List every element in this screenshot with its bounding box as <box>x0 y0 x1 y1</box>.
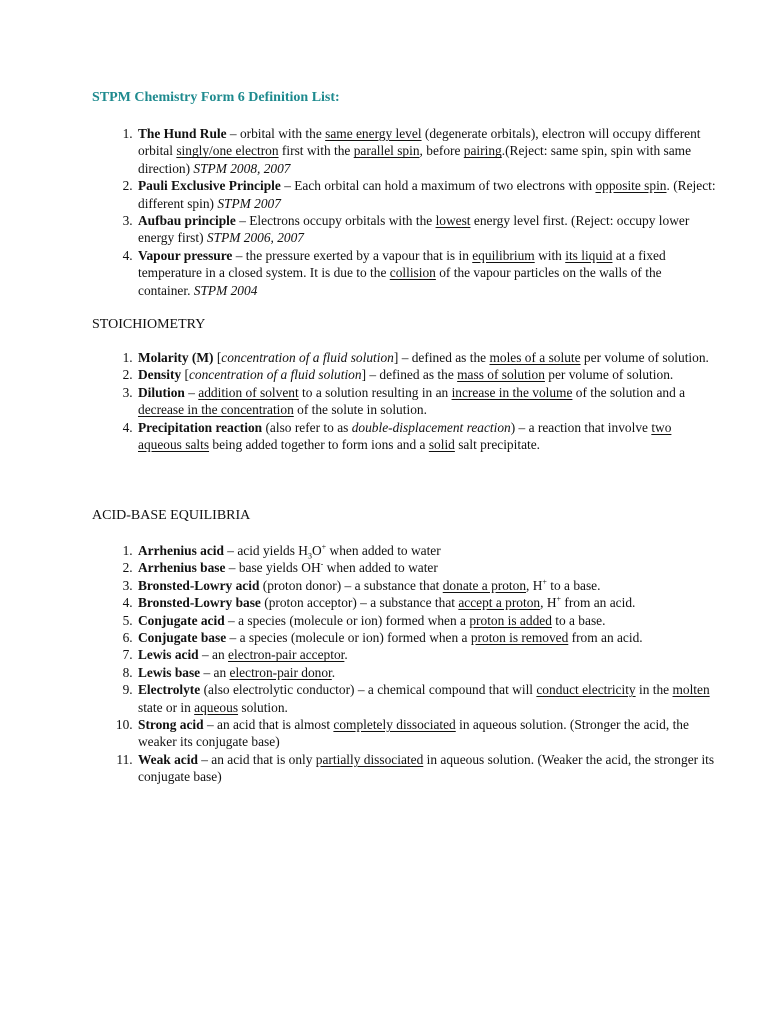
key-phrase: molten <box>672 682 710 698</box>
term: Dilution <box>138 384 185 400</box>
text: – Electrons occupy orbitals with the <box>235 213 436 229</box>
key-phrase: proton is removed <box>470 630 569 646</box>
general-definitions-list <box>106 125 716 299</box>
text: – acid yields H <box>223 543 308 558</box>
term: Electrolyte <box>138 682 201 698</box>
list-item <box>136 384 716 419</box>
term: Bronsted-Lowry acid <box>138 577 260 593</box>
text: – Each orbital can hold a maximum of two electrons with <box>280 178 596 194</box>
text: – <box>184 384 199 400</box>
term: Molarity (M) <box>138 350 214 365</box>
text: . (Reject: different spin) <box>138 178 716 211</box>
subscript: 3 <box>307 551 312 561</box>
key-phrase: two aqueous salts <box>138 419 672 453</box>
text: ] – defined as the <box>361 367 458 383</box>
list-item <box>136 751 716 786</box>
text: to a base. <box>551 612 606 628</box>
text: of the solute in solution. <box>293 402 427 418</box>
term: The Hund Rule <box>138 126 227 141</box>
text: (also electrolytic conductor) – a chemical compound that will <box>200 682 537 698</box>
text: at a fixed temperature in a closed system. It is due to the <box>138 247 666 281</box>
list-item <box>136 419 716 454</box>
key-phrase: completely dissociated <box>333 717 456 733</box>
text: of the solution and a <box>572 384 686 400</box>
text: O <box>311 543 322 558</box>
list-item <box>136 577 716 594</box>
text: first with the <box>278 143 354 159</box>
italic-text: double-displacement reaction <box>351 419 511 435</box>
key-phrase: mass of solution <box>457 367 545 383</box>
text: , H <box>526 577 543 593</box>
text: , H <box>540 595 557 611</box>
text: of the vapour particles on the walls of the container. <box>138 265 662 298</box>
text: – a species (molecule or ion) formed when a <box>224 612 470 628</box>
key-phrase: conduct electricity <box>536 682 636 698</box>
term: Pauli Exclusive Principle <box>138 178 281 194</box>
text: being added together to form ions and a <box>209 437 429 453</box>
text: (degenerate orbitals), electron will occupy different orbital <box>138 126 701 159</box>
term: Precipitation reaction <box>138 419 263 435</box>
text: in the <box>635 682 673 698</box>
superscript: - <box>320 559 324 569</box>
key-phrase: singly/one electron <box>176 143 279 159</box>
text: – base yields OH <box>225 560 321 576</box>
term: Density <box>138 367 182 383</box>
key-phrase: partially dissociated <box>315 751 424 767</box>
text: from an acid. <box>568 630 643 646</box>
exam-reference: STPM 2006, 2007 <box>206 230 305 246</box>
text: per volume of solution. <box>544 367 674 383</box>
exam-reference: STPM 2008, 2007 <box>193 160 291 176</box>
section-heading-acid-base: ACID-BASE EQUILIBRIA <box>92 508 251 523</box>
text: – the pressure exerted by a vapour that is in <box>232 247 473 263</box>
text: – an acid that is almost <box>203 717 334 733</box>
key-phrase: solid <box>428 437 455 453</box>
key-phrase: electron-pair donor <box>229 664 332 680</box>
exam-reference: STPM 2004 <box>193 282 258 298</box>
list-item <box>136 681 716 716</box>
text: in aqueous solution. (Weaker the acid, the stronger its conjugate base) <box>138 751 715 785</box>
list-item <box>136 646 716 663</box>
list-item <box>136 559 716 576</box>
superscript: + <box>542 577 547 587</box>
text: with <box>534 247 566 263</box>
key-phrase: equilibrium <box>472 247 535 263</box>
text: state or in <box>138 699 195 715</box>
key-phrase: collision <box>389 265 436 281</box>
text: to a solution resulting in an <box>298 384 452 400</box>
section-heading-stoichiometry: STOICHIOMETRY <box>92 317 206 332</box>
term: Bronsted-Lowry base <box>138 595 261 611</box>
list-item <box>136 664 716 681</box>
key-phrase: accept a proton <box>458 595 541 611</box>
list-item <box>136 366 716 383</box>
key-phrase: lowest <box>435 213 471 229</box>
text: ] – defined as the <box>393 350 490 365</box>
term: Lewis base <box>138 664 201 680</box>
text: [ <box>181 367 189 383</box>
text: (proton donor) – a substance that <box>259 577 443 593</box>
text: – orbital with the <box>226 126 326 141</box>
text: per volume of solution. <box>580 350 709 365</box>
term: Aufbau principle <box>138 213 236 229</box>
term: Vapour pressure <box>138 247 233 263</box>
exam-reference: STPM 2007 <box>217 195 281 211</box>
list-item <box>136 629 716 646</box>
text: (proton acceptor) – a substance that <box>260 595 459 611</box>
key-phrase: opposite spin <box>595 178 667 194</box>
text: energy level first. (Reject: occupy lower energy first) <box>138 213 690 246</box>
key-phrase: same energy level <box>325 126 422 141</box>
term: Conjugate acid <box>138 612 225 628</box>
text: – a species (molecule or ion) formed when a <box>226 630 471 646</box>
text: from an acid. <box>561 595 636 611</box>
term: Arrhenius base <box>138 560 226 576</box>
list-item <box>136 594 716 611</box>
key-phrase: proton is added <box>469 612 552 628</box>
term: Lewis acid <box>138 647 199 663</box>
key-phrase: pairing <box>463 143 502 159</box>
term: Arrhenius acid <box>138 543 224 558</box>
text: – an <box>200 664 230 680</box>
text: (also refer to as <box>262 419 352 435</box>
key-phrase: electron-pair acceptor <box>228 647 345 663</box>
list-item <box>136 177 716 212</box>
text: . <box>331 664 336 680</box>
document-title: STPM Chemistry Form 6 Definition List: <box>92 90 340 105</box>
text: in aqueous solution. (Stronger the acid, the weaker its conjugate base) <box>138 717 689 750</box>
list-item <box>136 716 716 751</box>
text: ) – a reaction that involve <box>510 419 652 435</box>
text: when added to water <box>323 560 438 576</box>
superscript: + <box>321 542 327 552</box>
list-item <box>136 612 716 629</box>
italic-text: concentration of a fluid solution <box>188 367 362 383</box>
key-phrase: increase in the volume <box>451 384 573 400</box>
key-phrase: parallel spin <box>353 143 420 159</box>
term: Weak acid <box>138 751 198 767</box>
text: when added to water <box>326 543 441 558</box>
term: Strong acid <box>138 717 204 733</box>
text: salt precipitate. <box>454 437 541 453</box>
text: . <box>344 647 348 663</box>
acid-base-list <box>106 542 716 786</box>
text: to a base. <box>546 577 601 593</box>
list-item <box>136 125 716 177</box>
superscript: + <box>556 594 562 604</box>
key-phrase: donate a proton <box>442 577 527 593</box>
key-phrase: its liquid <box>565 247 613 263</box>
list-item <box>136 212 716 247</box>
stoichiometry-list <box>106 349 716 453</box>
key-phrase: moles of a solute <box>489 350 581 365</box>
list-item <box>136 542 716 559</box>
text: [ <box>213 350 222 365</box>
text: – an acid that is only <box>197 751 316 767</box>
text: .(Reject: same spin, spin with same direction) <box>138 143 692 176</box>
term: Conjugate base <box>138 630 227 646</box>
text: solution. <box>238 699 288 715</box>
key-phrase: aqueous <box>194 699 239 715</box>
text: , before <box>419 143 464 159</box>
text: – an <box>198 647 229 663</box>
italic-text: concentration of a fluid solution <box>221 350 394 365</box>
list-item <box>136 349 716 366</box>
key-phrase: addition of solvent <box>198 384 299 400</box>
key-phrase: decrease in the concentration <box>138 402 294 418</box>
list-item <box>136 247 716 299</box>
